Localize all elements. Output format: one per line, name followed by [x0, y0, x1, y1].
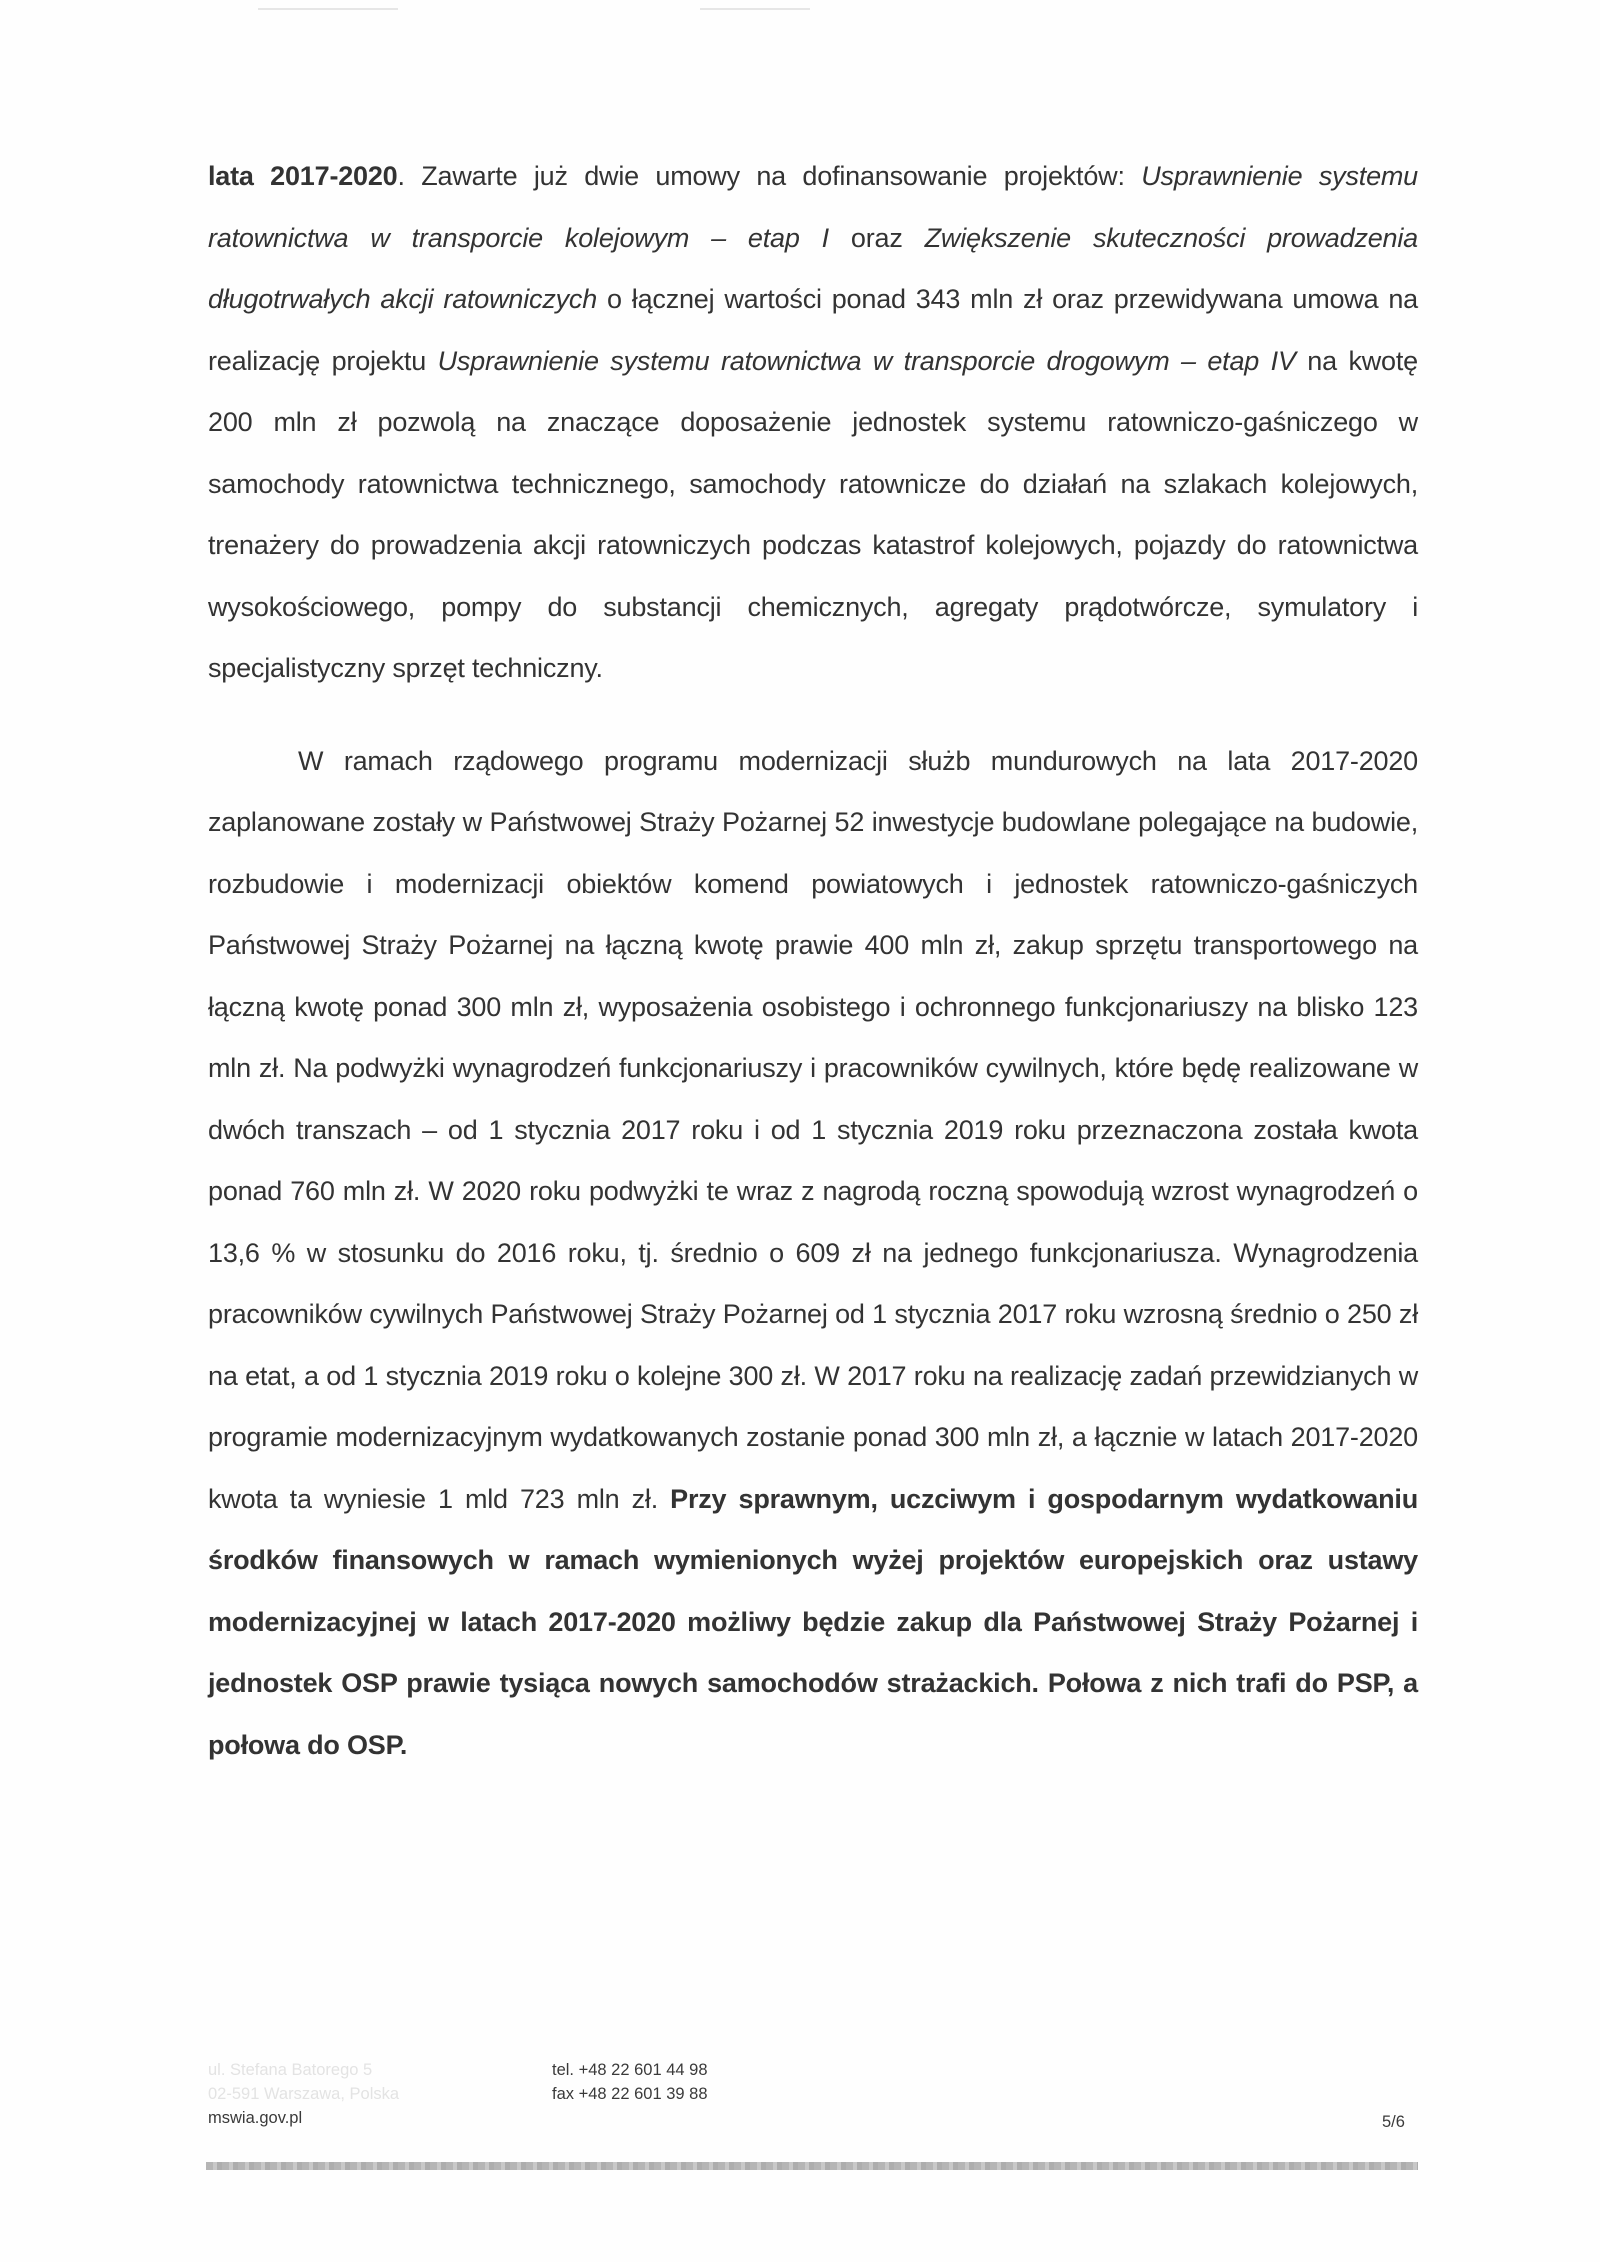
text-run: na kwotę 200 mln zł pozwolą na znaczące doposażenie jednostek systemu ratowniczo-gaśniczego w samochody ratownictwa technicznego, samochody ratownicze do działań na szlakach kolejowych, trenażery do prowadzenia akcji ratowniczych podczas katastrof kolejowych, pojazdy do ratownictwa wysokościowego, pompy do substancji chemicznych, agregaty prądotwórcze, symulatory i specjalistyczny sprzęt techniczny. — [208, 345, 1418, 683]
bold-text: lata 2017-2020 — [208, 161, 398, 191]
address-street: ul. Stefana Batorego 5 — [208, 2061, 373, 2079]
scan-artifact — [700, 8, 810, 10]
page-number: 5/6 — [1382, 2113, 1405, 2131]
text-run: oraz — [828, 222, 925, 253]
address-city: 02-591 Warszawa, Polska — [208, 2085, 400, 2103]
paragraph-eu-projects — [208, 146, 1418, 700]
document-body — [208, 146, 1418, 1776]
text-run: o łącznej wartości ponad 343 mln zł oraz przewidywana umowa na realizację projektu — [208, 284, 1418, 376]
bold-conclusion: Przy sprawnym, uczciwym i gospodarnym wydatkowaniu środków finansowych w ramach wymienionych wyżej projektów europejskich oraz ustawy modernizacyjnej w latach 2017-2020 możliwy będzie zakup dla Państwowej Straży Pożarnej i jednostek OSP prawie tysiąca nowych samochodów strażackich. Połowa z nich trafi do PSP, a połowa do OSP. — [208, 1483, 1418, 1760]
project-title-long-actions: Zwiększenie skuteczności prowadzenia długotrwałych akcji ratowniczych — [208, 222, 1418, 314]
fax-number: fax +48 22 601 39 88 — [552, 2085, 708, 2103]
project-title-rail: Usprawnienie systemu ratownictwa w transporcie kolejowym – etap I — [208, 161, 1418, 253]
footer-contact — [552, 2058, 708, 2106]
project-title-road: Usprawnienie systemu ratownictwa w transporcie drogowym – etap IV — [437, 345, 1296, 376]
paragraph-modernization-program — [208, 731, 1418, 1777]
footer-address — [208, 2058, 399, 2106]
footer-divider-bar — [206, 2162, 1418, 2170]
text-run: W ramach rządowego programu modernizacji służb mundurowych na lata 2017-2020 zaplanowane zostały w Państwowej Straży Pożarnej 52 inwestycje budowlane polegające na budowie, rozbudowie i modernizacji obiektów komend powiatowych i jednostek ratowniczo-gaśniczych Państwowej Straży Pożarnej na łączną kwotę prawie 400 mln zł, zakup sprzętu transportowego na łączną kwotę ponad 300 mln zł, wyposażenia osobistego i ochronnego funkcjonariuszy na blisko 123 mln zł. Na podwyżki wynagrodzeń funkcjonariuszy i pracowników cywilnych, które będę realizowane w dwóch transzach – od 1 stycznia 2017 roku i od 1 stycznia 2019 roku przeznaczona została kwota ponad 760 mln zł. W 2020 roku podwyżki te wraz z nagrodą roczną spowodują wzrost wynagrodzeń o 13,6 % w stosunku do 2016 roku, tj. średnio o 609 zł na jednego funkcjonariusza. Wynagrodzenia pracowników cywilnych Państwowej Straży Pożarnej od 1 stycznia 2017 roku wzrosną średnio o 250 zł na etat, a od 1 stycznia 2019 roku o kolejne 300 zł. W 2017 roku na realizację zadań przewidzianych w programie modernizacyjnym wydatkowanych zostanie ponad 300 mln zł, a łącznie w latach 2017-2020 kwota ta wyniesie 1 mld 723 mln zł. — [208, 745, 1418, 1514]
text-run: . Zawarte już dwie umowy na dofinansowanie projektów: — [397, 161, 1142, 191]
footer-website-link[interactable]: mswia.gov.pl — [208, 2109, 303, 2127]
phone-number: tel. +48 22 601 44 98 — [552, 2061, 708, 2079]
scan-artifact — [258, 8, 398, 10]
